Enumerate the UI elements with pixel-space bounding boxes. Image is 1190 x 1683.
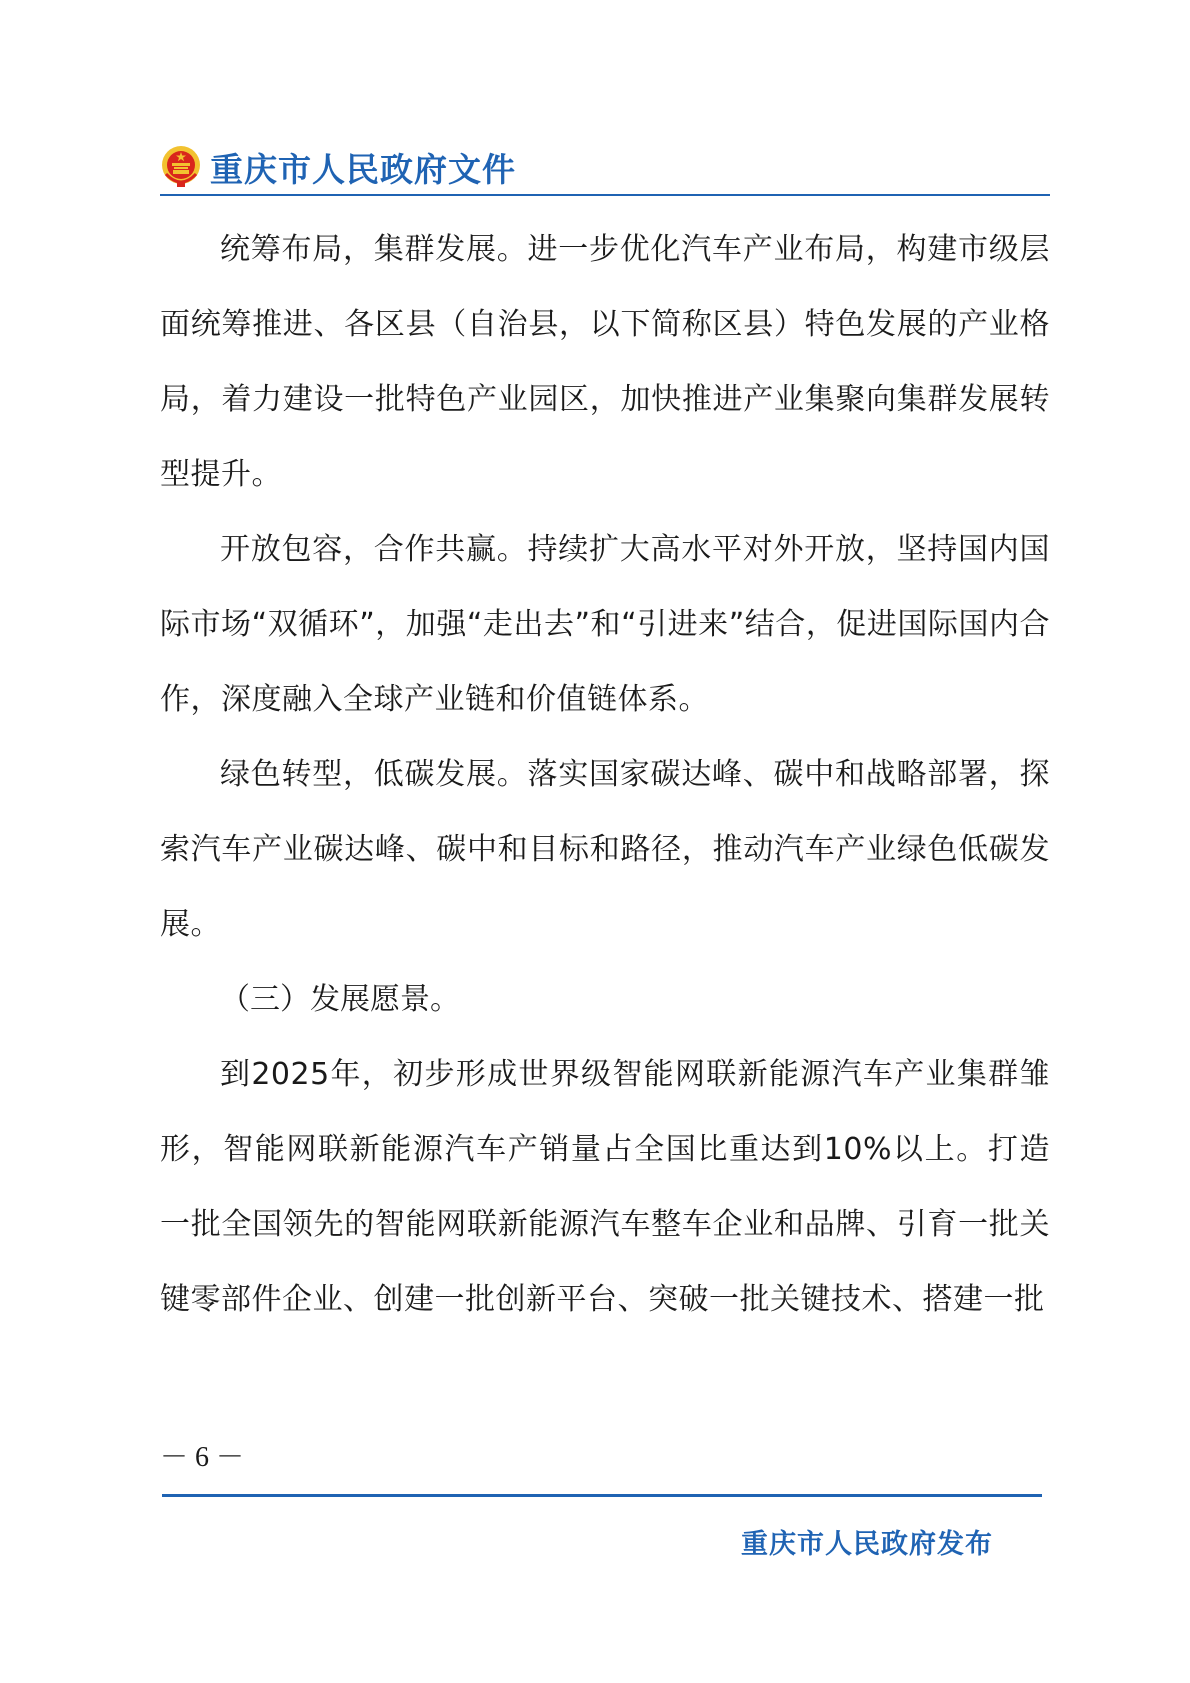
national-emblem-icon (160, 144, 202, 188)
page-number: － 6 － (160, 1442, 245, 1473)
publisher-label: 重庆市人民政府发布 (741, 1529, 993, 1560)
footer-divider (162, 1494, 1042, 1497)
header-divider (160, 194, 1050, 196)
paragraph-overall-layout: 统筹布局，集群发展。进一步优化汽车产业布局，构建市级层面统筹推进、各区县（自治县，以下简称区县）特色发展的产业格局，着力建设一批特色产业园区，加快推进产业集聚向集群发展转型提升。 (160, 232, 1050, 492)
document-header (160, 138, 1050, 198)
document-body (160, 212, 1050, 1337)
paragraph-green-transition: 绿色转型，低碳发展。落实国家碳达峰、碳中和战略部署，探索汽车产业碳达峰、碳中和目标和路径，推动汽车产业绿色低碳发展。 (160, 757, 1050, 942)
section-heading-vision: （三）发展愿景。 (220, 982, 460, 1017)
document-header-title: 重庆市人民政府文件 (210, 150, 516, 189)
paragraph-vision: 到2025年，初步形成世界级智能网联新能源汽车产业集群雏形，智能网联新能源汽车产销量占全国比重达到10%以上。打造一批全国领先的智能网联新能源汽车整车企业和品牌、引育一批关键零部件企业、创建一批创新平台、突破一批关键技术、搭建一批 (160, 1057, 1050, 1317)
paragraph-open-cooperation: 开放包容，合作共赢。持续扩大高水平对外开放，坚持国内国际市场“双循环”，加强“走出去”和“引进来”结合，促进国际国内合作，深度融入全球产业链和价值链体系。 (160, 532, 1050, 717)
